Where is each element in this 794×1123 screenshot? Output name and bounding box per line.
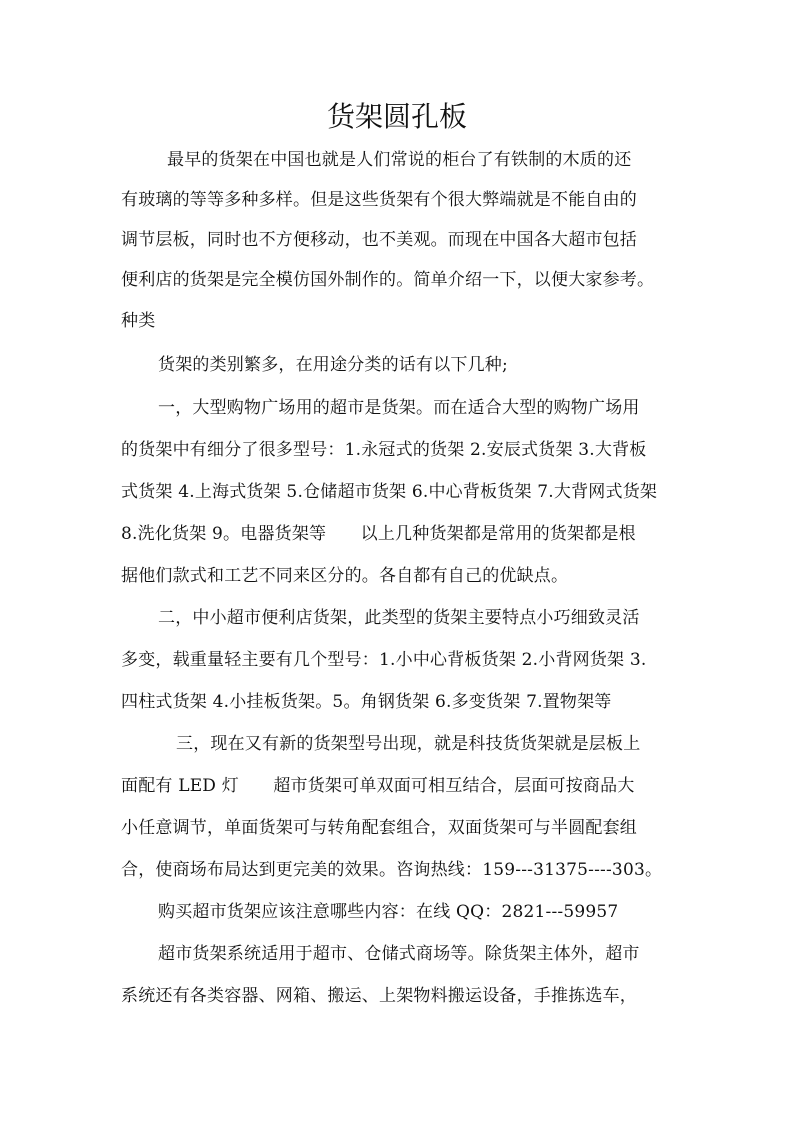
text-line-18: 合，使商场布局达到更完美的效果。咨询热线：159---31375----303。: [121, 860, 663, 880]
text-line-7: 一，大型购物广场用的超市是货架。而在适合大型的购物广场用: [158, 398, 640, 418]
text-line-6: 货架的类别繁多，在用途分类的话有以下几种;: [158, 355, 508, 375]
text-line-10: 8.洗化货架 9。电器货架等 以上几种货架都是常用的货架都是根: [121, 524, 636, 544]
text-line-9: 式货架 4.上海式货架 5.仓储超市货架 6.中心背板货架 7.大背网式货架: [121, 482, 658, 502]
text-line-13: 多变，载重量轻主要有几个型号：1.小中心背板货架 2.小背网货架 3.: [121, 650, 647, 670]
text-line-16: 面配有 LED 灯 超市货架可单双面可相互结合，层面可按商品大: [121, 776, 635, 796]
text-line-15: 三，现在又有新的货架型号出现，就是科技货货架就是层板上: [176, 734, 641, 754]
text-line-1: 最早的货架在中国也就是人们常说的柜台了有铁制的木质的还: [167, 150, 632, 170]
text-line-20: 超市货架系统适用于超市、仓储式商场等。除货架主体外，超市: [158, 944, 640, 964]
text-line-5: 种类: [121, 311, 156, 331]
text-line-8: 的货架中有细分了很多型号：1.永冠式的货架 2.安辰式货架 3.大背板: [121, 440, 647, 460]
text-line-14: 四柱式货架 4.小挂板货架。5。角钢货架 6.多变货架 7.置物架等: [121, 692, 612, 712]
text-line-3: 调节层板，同时也不方便移动，也不美观。而现在中国各大超市包括: [121, 230, 637, 250]
text-line-17: 小任意调节，单面货架可与转角配套组合，双面货架可与半圆配套组: [121, 818, 637, 838]
document-title: 货架圆孔板: [326, 100, 467, 133]
text-line-11: 据他们款式和工艺不同来区分的。各自都有自己的优缺点。: [121, 566, 569, 586]
text-line-12: 二，中小超市便利店货架，此类型的货架主要特点小巧细致灵活: [158, 608, 640, 628]
text-line-21: 系统还有各类容器、网箱、搬运、上架物料搬运设备，手推拣选车，: [121, 986, 637, 1006]
text-line-2: 有玻璃的等等多种多样。但是这些货架有个很大弊端就是不能自由的: [121, 190, 637, 210]
text-line-19: 购买超市货架应该注意哪些内容：在线 QQ：2821---59957: [158, 902, 619, 922]
text-line-4: 便利店的货架是完全模仿国外制作的。简单介绍一下，以便大家参考。: [121, 270, 655, 290]
